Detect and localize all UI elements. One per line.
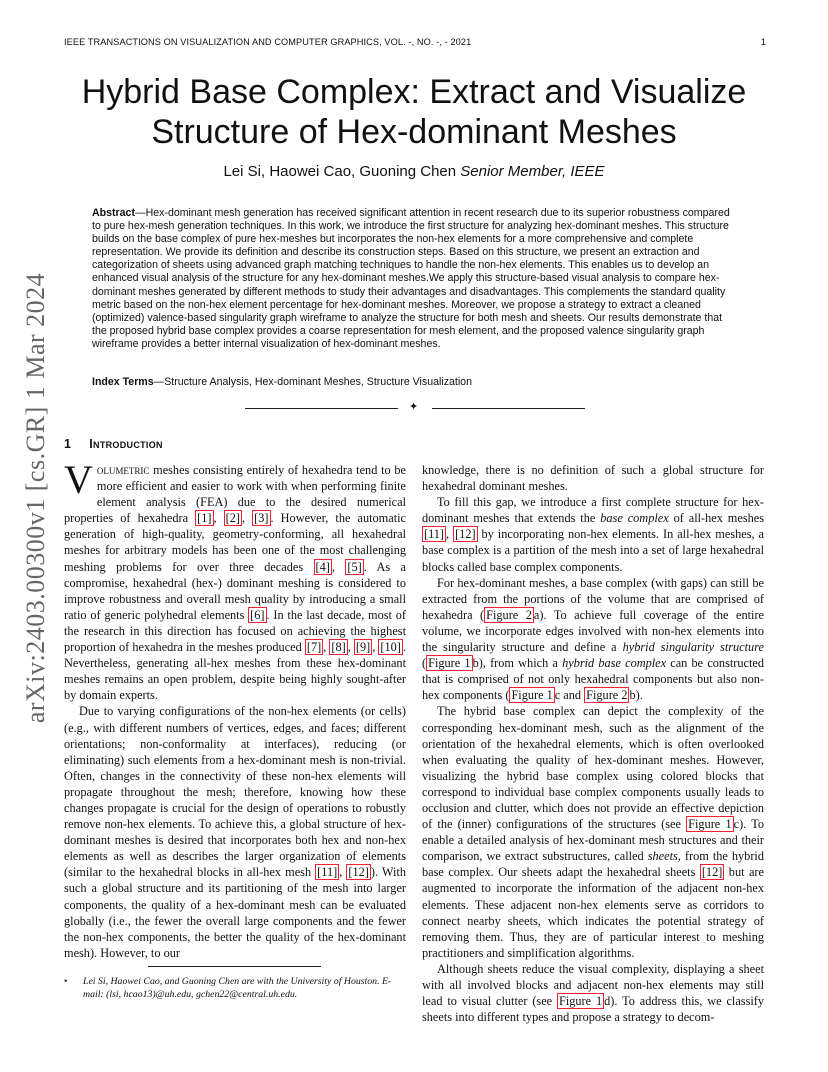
text-span: c). To enable a detailed analysis of hex-dominant mesh structures and their comparison, we extract substructures, called [422, 817, 765, 864]
journal-header: IEEE TRANSACTIONS ON VISUALIZATION AND COMPUTER GRAPHICS, VOL. -, NO. -, - 2021 [64, 37, 472, 47]
text-span: To fill this gap, we introduce a first complete structure for hex-dominant meshes that extends the [422, 495, 764, 526]
intro-paragraph-1 [64, 457, 407, 703]
emphasis-term: hybrid base complex [562, 656, 667, 671]
footnote-bullet: • [64, 976, 68, 987]
section-separator [245, 402, 585, 414]
citation-link[interactable]: [11] [317, 865, 338, 880]
citation-link[interactable]: [4] [315, 559, 330, 574]
figure-link[interactable]: Figure 1 [688, 817, 732, 832]
emphasis-term: sheets [647, 849, 678, 864]
page-number: 1 [760, 37, 766, 47]
emphasis-term: base complex [600, 511, 669, 526]
footnote-rule [148, 966, 321, 967]
title-line-1: Hybrid Base Complex: Extract and Visualize [81, 73, 747, 111]
intro-paragraph-2 [64, 703, 406, 961]
text-span: . Nevertheless, generating all-hex meshes from these hex-dominant meshes remains an open problem, despite being highly sought-after by domain experts. [64, 640, 406, 703]
citation-link[interactable]: [1] [197, 511, 212, 526]
figure-link[interactable]: Figure 1 [511, 688, 553, 703]
arxiv-id: arXiv:2403.00300v1 [cs.GR] 1 Mar 2024 [21, 272, 50, 724]
citation-link[interactable]: [11] [424, 527, 445, 542]
text-span: , [347, 640, 354, 655]
affiliation-footnote [64, 976, 404, 1001]
citation-link[interactable]: [12] [701, 865, 723, 880]
text-span: ). With such a global structure and its partitioning of the mesh into larger components, the quality of a hex-dominant mesh can be evaluated globally (i.e., the fewer the overall large components and the fewer the non-hex components, the better the quality of the hex-dominant mesh). However, to our [64, 865, 406, 960]
abstract-label: Abstract [92, 207, 135, 219]
author-line [64, 163, 764, 180]
text-span: The hybrid base complex can depict the complexity of the corresponding hex-dominant mesh, such as the alignment of the orientation of the hexahedral elements, which is often overlooked when evaluating the quality of hex-dominant meshes. However, visualizing the hybrid base complex using colored blocks that correspond to individual base complex components usually leads to occlusion and clutter, which does not provide an effective depiction of the (inner) configurations of the structures (see [422, 704, 764, 832]
section-number: 1 [64, 437, 72, 451]
figure-link[interactable]: Figure 2 [486, 607, 532, 622]
separator-line-right [432, 408, 585, 409]
index-terms-label: Index Terms [92, 376, 154, 388]
emphasis-term: hybrid singularity structure [622, 640, 764, 655]
intro-paragraph-5 [422, 703, 764, 961]
text-span: , [331, 559, 346, 574]
text-span: ( [422, 656, 427, 671]
figure-link[interactable]: Figure 1 [559, 994, 603, 1009]
text-span: , [372, 640, 379, 655]
figure-link[interactable]: Figure 2 [586, 688, 628, 703]
text-span: , [242, 511, 253, 526]
intro-paragraph-3 [422, 494, 764, 574]
citation-link[interactable]: [2] [225, 511, 241, 526]
right-column [422, 462, 764, 1025]
authors: Lei Si, Haowei Cao, Guoning Chen [223, 163, 457, 180]
index-terms [92, 376, 738, 388]
citation-link[interactable]: [12] [348, 865, 369, 880]
intro-paragraph-4 [422, 575, 764, 704]
citation-link[interactable]: [7] [306, 640, 322, 655]
text-span: For hex-dominant meshes, a base complex (with gaps) can still be extracted from the portions of the volume that are comprised of hexahedra ( [422, 575, 764, 622]
separator-line-left [245, 408, 398, 409]
footnote-text: Lei Si, Haowei Cao, and Guoning Chen are with the University of Houston. E-mail: (lsi, hcao13)@uh.edu, gchen22@central.uh.edu. [83, 976, 392, 1000]
abstract-text: —Hex-dominant mesh generation has received significant attention in recent research due to its superior robustness compared to pure hex-mesh generation techniques. In this work, we introduce the first structure for analyzing hex-dominant meshes. This structure builds on the base complex of pure hex-meshes but incorporates the non-hex elements for a more comprehensive and complete representation. We provide its definition and describe its construction steps. Based on this structure, we present an extraction and categorization of sheets using advanced graph matching techniques to handle the non-hex elements. This enables us to develop an enhanced visual analysis of the structure for any hex-dominant meshes.We apply this structure-based visual analysis to compare hex-dominant meshes generated by different methods to study their advantages and disadvantages. This complements the standard quality metric based on the non-hex element percentage for hex-dominant meshes. Moreover, we propose a strategy to extract a cleaned (optimized) valence-based singularity graph wireframe to analyze the structure for both mesh and sheets. Our results demonstrate that the proposed hybrid base complex provides a coarse representation for mesh element, and the proposed valence singularity graph wireframe provides a better internal visualization of hex-dominant meshes. [92, 207, 730, 350]
text-span: of all-hex meshes [668, 511, 764, 526]
arxiv-sidebar [12, 272, 60, 724]
citation-link[interactable]: [12] [455, 527, 476, 542]
title-line-2: Structure of Hex-dominant Meshes [151, 113, 677, 151]
left-column [64, 457, 407, 961]
text-span: . As a compromise, hexahedral (hex-) dominant meshing is considered to improve robustness and overall mesh quality by introducing a small ratio of generic polyhedral elements [64, 559, 407, 622]
citation-link[interactable]: [9] [355, 640, 371, 655]
text-span: , from the hybrid base complex. Our sheets adapt the hexahedral sheets [422, 849, 764, 880]
text-span: can be constructed that is comprised of not only hexahedral components but also non-hex components ( [422, 656, 765, 703]
citation-link[interactable]: [10] [380, 640, 401, 655]
citation-link[interactable]: [6] [250, 607, 265, 622]
text-span: , [446, 527, 454, 542]
citation-link[interactable]: [5] [347, 559, 362, 574]
paper-title [64, 72, 764, 152]
figure-link[interactable]: Figure 1 [428, 656, 471, 671]
text-span: a). To achieve full coverage of the entire volume, we incorporate edges involved with non-hex elements into the singularity structure and define a [422, 607, 764, 655]
text-span: Although sheets reduce the visual complexity, displaying a sheet with all involved blocks and adjacent non-hex elements may still lead to visual clutter (see [422, 961, 764, 1009]
text-span: meshes consisting entirely of hexahedra tend to be more efficient and easier to work with when performing finite element analysis (FEA) due to the desired numerical properties of hexahedra [64, 463, 406, 526]
text-span: , [323, 640, 330, 655]
text-span: b). [629, 688, 643, 703]
citation-link[interactable]: [3] [254, 511, 269, 526]
text-span: d). To address this, we classify sheets into different types and propose a strategy to decom- [422, 994, 765, 1025]
drop-cap: V [64, 457, 93, 502]
text-span: . However, the automatic generation of high-quality, geometry-conforming, all hexahedral meshes for arbitrary models has been one of the most challenging meshing problems for over three decades [64, 511, 406, 574]
abstract [92, 207, 738, 351]
text-span: b), from which a [472, 656, 563, 671]
section-heading [64, 437, 163, 451]
section-title: Introduction [89, 437, 163, 451]
text-span: but are augmented to incorporate the information of the adjacent non-hex elements. These adjacent non-hex elements serve as corridors to connect nearby sheets, which indicates the potential strategy of removing them. Thus, they are of particular interest to meshing practitioners and simplification algorithms. [422, 865, 764, 960]
text-span: , [339, 865, 347, 880]
text-span: Due to varying configurations of the non-hex elements (or cells) (e.g., with different numbers of vertices, edges, and faces; different orientations; non-conformality at interfaces), reducing (or eliminating) such elements from a hex-dominant mesh is non-trivial. Often, changes in the connectivity of these non-hex elements will propagate throughout the mesh; therefore, knowing how these changes propagate is crucial for the design of operations to robustly remove non-hex elements. To achieve this, a global structure of hex-dominant meshes is desired that incorporates both hex and non-hex elements as well as describes the larger organization of elements (similar to the hexahedral blocks in all-hex mesh [64, 704, 406, 880]
text-span: by incorporating non-hex elements. In all-hex meshes, a base complex is a partition of the mesh into a set of large hexahedral blocks called base complex components. [422, 527, 765, 574]
text-span: c and [554, 688, 585, 703]
citation-link[interactable]: [8] [331, 640, 346, 655]
text-span: , [213, 511, 224, 526]
smallcaps-lead: olumetric [96, 463, 150, 477]
author-role: Senior Member, IEEE [460, 163, 605, 180]
text-span: . In the last decade, most of the research in this direction has focused on achieving the highest proportion of hexahedra in the meshes produced [64, 607, 406, 655]
index-terms-text: —Structure Analysis, Hex-dominant Meshes, Structure Visualization [153, 376, 472, 388]
separator-diamond-icon: ✦ [409, 401, 419, 413]
intro-paragraph-6 [422, 961, 764, 1025]
intro-paragraph-cont: knowledge, there is no definition of such a global structure for hexahedral dominant meshes. [422, 463, 764, 494]
